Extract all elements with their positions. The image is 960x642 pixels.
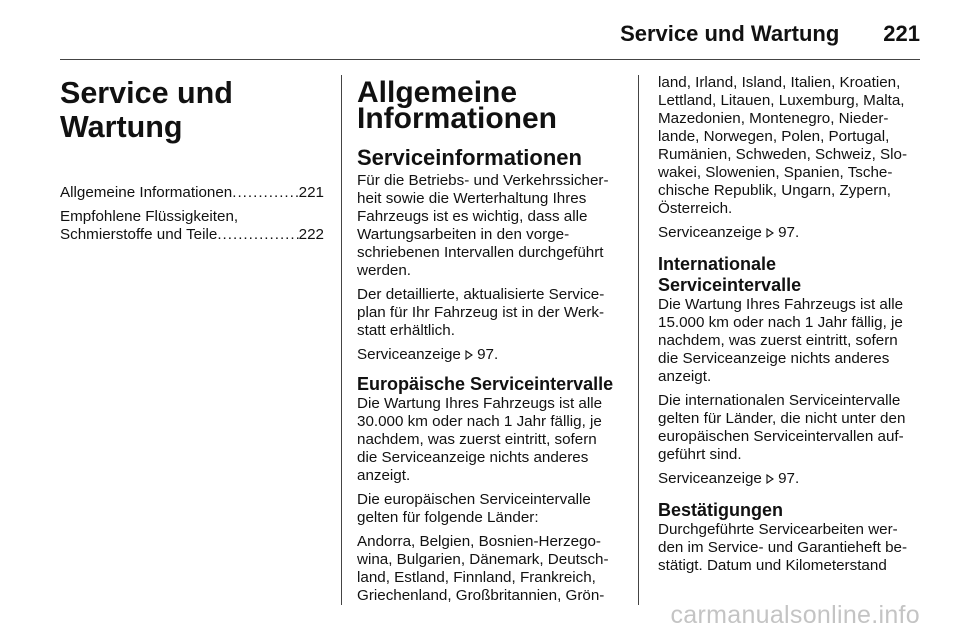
serviceanzeige-ref-3[interactable] (658, 470, 920, 488)
ref-page: 97. (778, 224, 800, 241)
intl-intervals-heading: Internationale Serviceintervalle (658, 254, 802, 295)
serviceanzeige-ref-2[interactable] (658, 224, 920, 242)
euro-paragraph-1: Die Wartung Ihres Fahrzeugs ist alle 30.000 km oder nach 1 Jahr fällig, je nachdem, was zuerst eintritt, sofern die Serviceanzeige nichts anderes anzeigt. (357, 395, 603, 484)
section-title-line1: Allgemeine (357, 76, 518, 109)
toc-leader (232, 184, 298, 202)
column-divider-1 (341, 75, 342, 605)
toc-page: 222 (298, 226, 324, 243)
toc-entry-fluids[interactable] (60, 208, 324, 244)
header-page-number: 221 (883, 21, 920, 46)
toc-label: Allgemeine Informationen (60, 184, 233, 201)
ref-label: Serviceanzeige (658, 224, 762, 241)
toc-label-line1: Empfohlene Flüssigkeiten, (60, 208, 239, 225)
toc-label-line2: Schmierstoffe und Teile (60, 226, 218, 243)
column-divider-2 (638, 75, 639, 605)
continued-column (658, 70, 920, 581)
serviceanzeige-ref-1[interactable] (357, 346, 619, 364)
service-info-paragraph-2: Der detaillierte, aktualisierte Service-plan für Ihr Fahrzeug ist in der Werk-statt erhältlich. (357, 286, 605, 339)
header-title: Service und Wartung (620, 21, 840, 46)
service-info-paragraph-1: Für die Betriebs- und Verkehrssicher-heit sowie die Werterhaltung Ihres Fahrzeugs ist es wichtig, dass alle Wartungsarbeiten in den vorge-schriebenen Intervallen durchgeführt werden. (357, 172, 609, 279)
ref-page: 97. (778, 470, 800, 487)
page-reference-icon (766, 228, 774, 238)
toc-entry-general-info[interactable] (60, 184, 324, 202)
confirmations-heading: Bestätigungen (658, 500, 784, 520)
header-rule (60, 59, 920, 60)
page-reference-icon (766, 474, 774, 484)
euro-intervals-heading: Europäische Serviceintervalle (357, 374, 614, 394)
toc-leader (217, 226, 298, 244)
intl-paragraph-2: Die internationalen Serviceintervalle gelten für Länder, die nicht unter den europäischen Serviceintervallen auf-geführt sind. (658, 392, 906, 463)
euro-countries-paragraph: Andorra, Belgien, Bosnien-Herzego-wina, Bulgarien, Dänemark, Deutsch-land, Estland, Finnland, Frankreich, Griechenland, Großbritannien, Grön- (357, 533, 609, 604)
countries-continued: land, Irland, Island, Italien, Kroatien, Lettland, Litauen, Luxemburg, Malta, Mazedonien, Montenegro, Nieder-lande, Norwegen, Polen, Portugal, Rumänien, Schweden, Schweiz, Slo-wakei, Slowenien, Spanien, Tsche-chische Republik, Ungarn, Zypern, Österreich. (658, 74, 908, 217)
chapter-title: Service und Wartung (60, 76, 233, 144)
service-info-heading: Serviceinformationen (357, 145, 582, 170)
running-header (60, 14, 920, 54)
section-title-line2: Informationen (357, 102, 557, 135)
ref-label: Serviceanzeige (658, 470, 762, 487)
ref-page: 97. (477, 346, 499, 363)
chapter-column (60, 70, 324, 250)
confirmations-paragraph: Durchgeführte Servicearbeiten wer-den im Service- und Garantieheft be-stätigt. Datum und Kilometerstand (658, 521, 908, 574)
ref-label: Serviceanzeige (357, 346, 461, 363)
general-info-column (357, 70, 619, 611)
toc-page: 221 (298, 184, 324, 201)
watermark: carmanualsonline.info (670, 601, 920, 629)
page-reference-icon (465, 350, 473, 360)
intl-paragraph-1: Die Wartung Ihres Fahrzeugs ist alle 15.000 km oder nach 1 Jahr fällig, je nachdem, was zuerst eintritt, sofern die Serviceanzeige nichts anderes anzeigt. (658, 296, 904, 385)
euro-paragraph-2: Die europäischen Serviceintervalle gelten für folgende Länder: (357, 491, 591, 526)
section-title (357, 76, 619, 135)
